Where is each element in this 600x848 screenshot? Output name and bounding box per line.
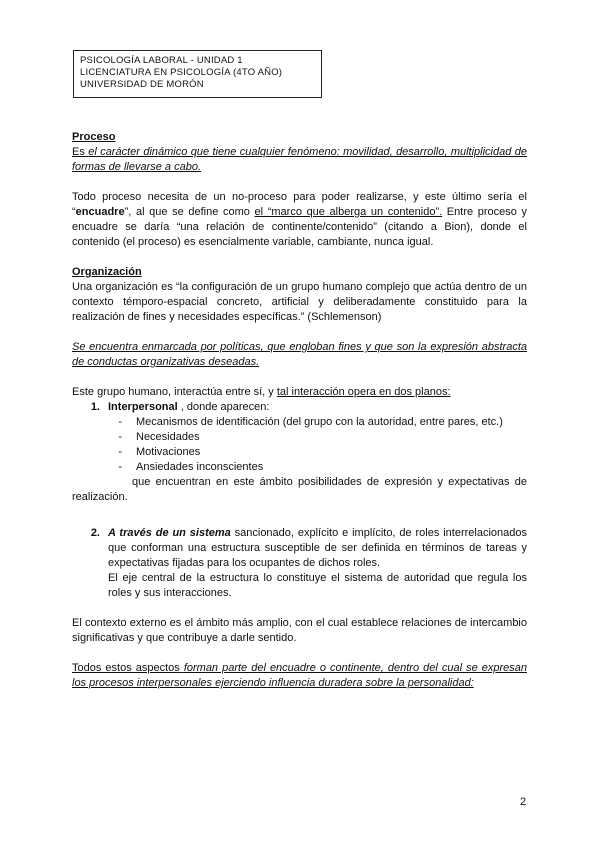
aspectos-encuadre bbox=[72, 661, 527, 691]
dash-bullet: - bbox=[118, 431, 122, 443]
plano-item-2-title: A través de un sistema bbox=[108, 527, 231, 539]
plano-item-1-rest: , donde aparecen: bbox=[177, 401, 270, 413]
plano-item-1 bbox=[72, 400, 527, 415]
encuadre-term: encuadre bbox=[75, 206, 125, 218]
section-title-proceso: Proceso bbox=[72, 131, 116, 143]
header-box bbox=[73, 50, 322, 98]
section-title-organizacion: Organización bbox=[72, 266, 142, 278]
plano-item-2 bbox=[72, 526, 527, 571]
list-item bbox=[72, 430, 527, 445]
plano-item-1-text bbox=[108, 400, 527, 415]
plano-item-2-number: 2. bbox=[90, 527, 100, 539]
dash-bullet: - bbox=[118, 461, 122, 473]
proceso-p2-a: Todo proceso necesita de un no-proceso para poder realizarse, y este último sería el “ bbox=[72, 191, 527, 218]
proceso-p2-b: ”, al que se define como bbox=[124, 206, 255, 218]
proceso-definition bbox=[72, 145, 527, 175]
proceso-p2-c: Entre proceso y encuadre se daría “una relación de continente/contenido” (citando a Bion), donde el contenido (el proceso) es esencialmente variable, cambiante, nunca igual. bbox=[72, 206, 527, 248]
organizacion-politicas: Se encuentra enmarcada por políticas, que engloban fines y que son la expresión abstracta de conductas organizativas deseadas. bbox=[72, 341, 527, 368]
list-item-text: Mecanismos de identificación (del grupo con la autoridad, entre pares, etc.) bbox=[136, 416, 503, 428]
contexto-externo: El contexto externo es el ámbito más amplio, con el cual establece relaciones de intercambio significativas y que contribuye a darle sentido. bbox=[72, 617, 527, 644]
proceso-def-rest: el carácter dinámico que tiene cualquier fenómeno: movilidad, desarrollo, multiplicidad de formas de llevarse a cabo. bbox=[72, 146, 527, 173]
proceso-def-es: Es bbox=[72, 146, 89, 158]
list-item-text: Necesidades bbox=[136, 431, 200, 443]
planos-intro-u: tal interacción opera en dos planos: bbox=[276, 386, 451, 398]
list-item bbox=[72, 460, 527, 475]
plano-item-1-number: 1. bbox=[90, 401, 100, 413]
list-item-text: Ansiedades inconscientes bbox=[136, 461, 264, 473]
sistema-extra bbox=[72, 571, 527, 601]
plano-item-1-title: Interpersonal bbox=[108, 401, 178, 413]
interpersonal-sublist bbox=[72, 415, 527, 475]
plano-item-2-text bbox=[108, 526, 527, 571]
dash-bullet: - bbox=[118, 446, 122, 458]
list-item bbox=[72, 415, 527, 430]
marco-phrase: el “marco que alberga un contenido”. bbox=[254, 206, 443, 218]
organizacion-definition: Una organización es “la configuración de un grupo humano complejo que actúa dentro de un contexto témporo-espacial concreto, artificial y deliberadamente constituido para la realización de fines y necesidades específicas.” (Schlemenson) bbox=[72, 281, 527, 323]
list-item-text: Motivaciones bbox=[136, 446, 201, 458]
header-degree: LICENCIATURA EN PSICOLOGÍA (4TO AÑO) bbox=[80, 67, 283, 78]
plano-item-2-rest: sancionado, explícito e implícito, de roles interrelacionados que conforman una estructura susceptible de ser definida en términos de tareas y expectativas fijadas para los ocupantes de dichos roles. bbox=[108, 527, 528, 569]
sistema-autoridad: El eje central de la estructura lo constituye el sistema de autoridad que regula los roles y sus interacciones. bbox=[108, 572, 527, 599]
interpersonal-after: que encuentran en este ámbito posibilidades de expresión y expectativas de realización. bbox=[72, 476, 527, 503]
organizacion-planos-intro bbox=[72, 385, 527, 400]
aspectos-b: forman parte del encuadre o continente, dentro del cual se expresan los procesos interpersonales ejerciendo influencia duradera sobre la personalidad: bbox=[72, 662, 527, 689]
document-body bbox=[72, 130, 527, 691]
list-item bbox=[72, 445, 527, 460]
header-university: UNIVERSIDAD DE MORÓN bbox=[80, 79, 204, 90]
proceso-paragraph bbox=[72, 190, 527, 250]
planos-intro-a: Este grupo humano, interactúa entre sí, y bbox=[72, 386, 277, 398]
dash-bullet: - bbox=[118, 416, 122, 428]
aspectos-a: Todos estos aspectos bbox=[72, 662, 184, 674]
header-subject: PSICOLOGÍA LABORAL - UNIDAD 1 bbox=[80, 55, 243, 66]
page-number: 2 bbox=[520, 796, 527, 808]
